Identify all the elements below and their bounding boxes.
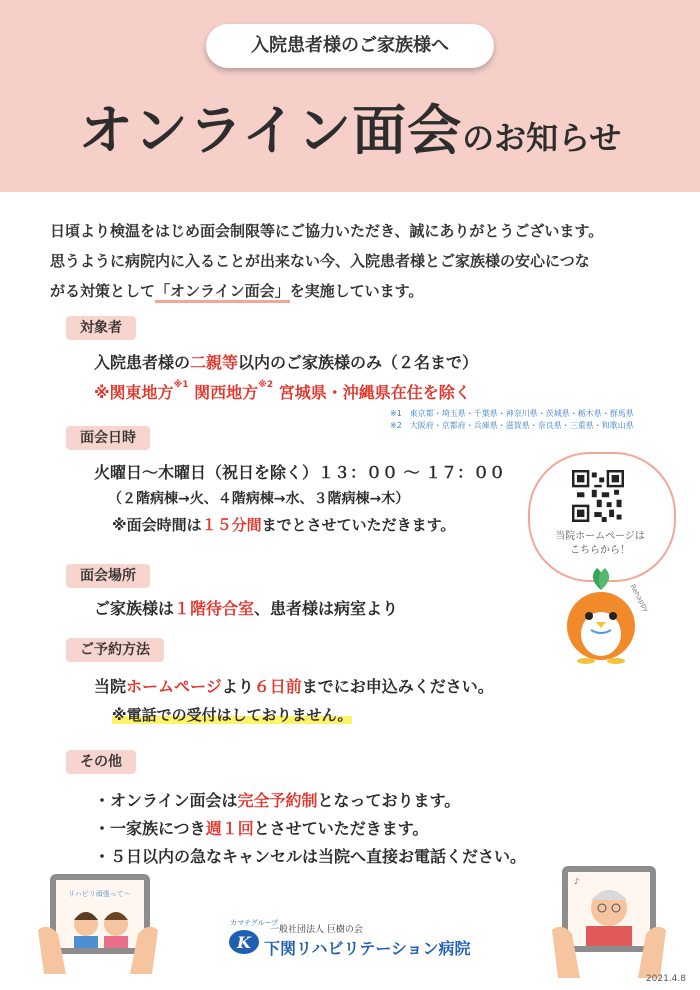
no-phone-note: ※電話での受付はしておりません。	[112, 706, 353, 724]
section-label-target: 対象者	[66, 316, 136, 340]
text-red: 宮城県・沖縄県在住を除く	[273, 383, 471, 402]
audience-pill: 入院患者様のご家族様へ	[206, 24, 494, 68]
booking-line-2	[112, 704, 352, 725]
mascot-tag: Rehappy	[628, 583, 651, 614]
text: ご家族様は	[94, 599, 175, 618]
text: 入院患者様の	[94, 353, 191, 372]
music-note-icon: ♪	[574, 877, 580, 886]
mascot-illustration	[556, 564, 651, 664]
qr-caption	[528, 530, 672, 558]
booking-line-1	[94, 674, 494, 697]
text: ※面会時間は	[112, 516, 202, 534]
place-line-1	[94, 596, 398, 619]
text-red: ６日前	[253, 677, 302, 696]
qr-caption-line-1: 当院ホームページは	[555, 531, 645, 542]
page-title	[0, 88, 700, 165]
tablet-elder-illustration	[548, 860, 670, 982]
superscript: ※1	[173, 380, 189, 390]
tablet-family-illustration	[38, 870, 158, 982]
intro-paragraph	[50, 216, 670, 306]
note-kansai: ※2 大阪府・京都府・兵庫県・滋賀県・奈良県・三重県・和歌山県	[390, 421, 634, 430]
intro-line-1: 日頃より検温をはじめ面会制限等にご協力いただき、誠にありがとうございます。	[50, 222, 604, 240]
section-label-booking: ご予約方法	[66, 638, 164, 662]
hospital-logo	[228, 918, 478, 962]
svg-text:K: K	[237, 933, 251, 952]
text: ・一家族につき	[94, 819, 206, 838]
target-line-2	[94, 380, 471, 403]
other-item-2	[94, 816, 428, 839]
section-label-other: その他	[66, 750, 136, 774]
text: とさせていただきます。	[253, 819, 429, 838]
other-item-3	[94, 844, 526, 867]
text: となっております。	[317, 791, 461, 810]
org-group: カマテグループ	[230, 919, 279, 927]
target-line-1	[94, 350, 478, 373]
datetime-line-1: 火曜日～木曜日（祝日を除く）１３：００ ～ １７：００	[94, 463, 506, 482]
text: までとさせていただきます。	[261, 516, 456, 534]
datetime-line-2: （２階病棟→火、４階病棟→水、３階病棟→木）	[108, 491, 410, 507]
text: 以内のご家族様のみ（２名まで）	[238, 353, 479, 372]
title-sub: のお知らせ	[462, 119, 622, 157]
qr-caption-line-2: こちらから！	[570, 545, 630, 556]
section-label-datetime: 面会日時	[66, 426, 150, 450]
other-item-1	[94, 788, 460, 811]
text-red: １階待合室	[174, 599, 255, 618]
text: より	[221, 677, 254, 696]
homepage-link-text: ホームページ	[126, 677, 222, 696]
text: 、患者様は病室より	[254, 599, 399, 618]
text: 当院	[94, 677, 127, 696]
datetime-line-3	[112, 514, 455, 535]
note-kanto: ※1 東京都・埼玉県・千葉県・神奈川県・茨城県・栃木県・群馬県	[390, 409, 634, 418]
section-label-place: 面会場所	[66, 564, 150, 588]
intro-text: がる対策として	[50, 282, 156, 300]
issue-date: 2021.4.8	[645, 974, 686, 984]
intro-text: を実施しています。	[289, 282, 424, 300]
text-red: １５分間	[201, 516, 262, 534]
text: ・５日以内の急なキャンセルは当院へ直接お電話ください。	[94, 847, 527, 866]
title-main: オンライン面会	[78, 99, 463, 162]
text-red: ※関東地方	[94, 383, 174, 402]
qr-code-icon[interactable]	[572, 470, 624, 522]
text: ・オンライン面会は	[94, 791, 238, 810]
text-red: 完全予約制	[237, 791, 318, 810]
text: までにお申込みください。	[301, 677, 494, 696]
intro-highlight: 「オンライン面会」	[155, 282, 290, 303]
text-red: 関西地方	[188, 383, 259, 402]
org-small: 一般社団法人 巨樹の会	[270, 925, 363, 935]
text-red: 二親等	[190, 353, 239, 372]
text-red: 週１回	[205, 819, 254, 838]
intro-line-3	[50, 276, 670, 306]
superscript: ※2	[258, 380, 274, 390]
intro-line-2: 思うように病院内に入ることが出来ない今、入院患者様とご家族様の安心につな	[50, 252, 590, 270]
tablet-message: リハビリ頑張って～	[68, 890, 131, 898]
org-name: 下関リハビリテーション病院	[264, 939, 471, 958]
hospital-logo-icon	[228, 928, 260, 956]
